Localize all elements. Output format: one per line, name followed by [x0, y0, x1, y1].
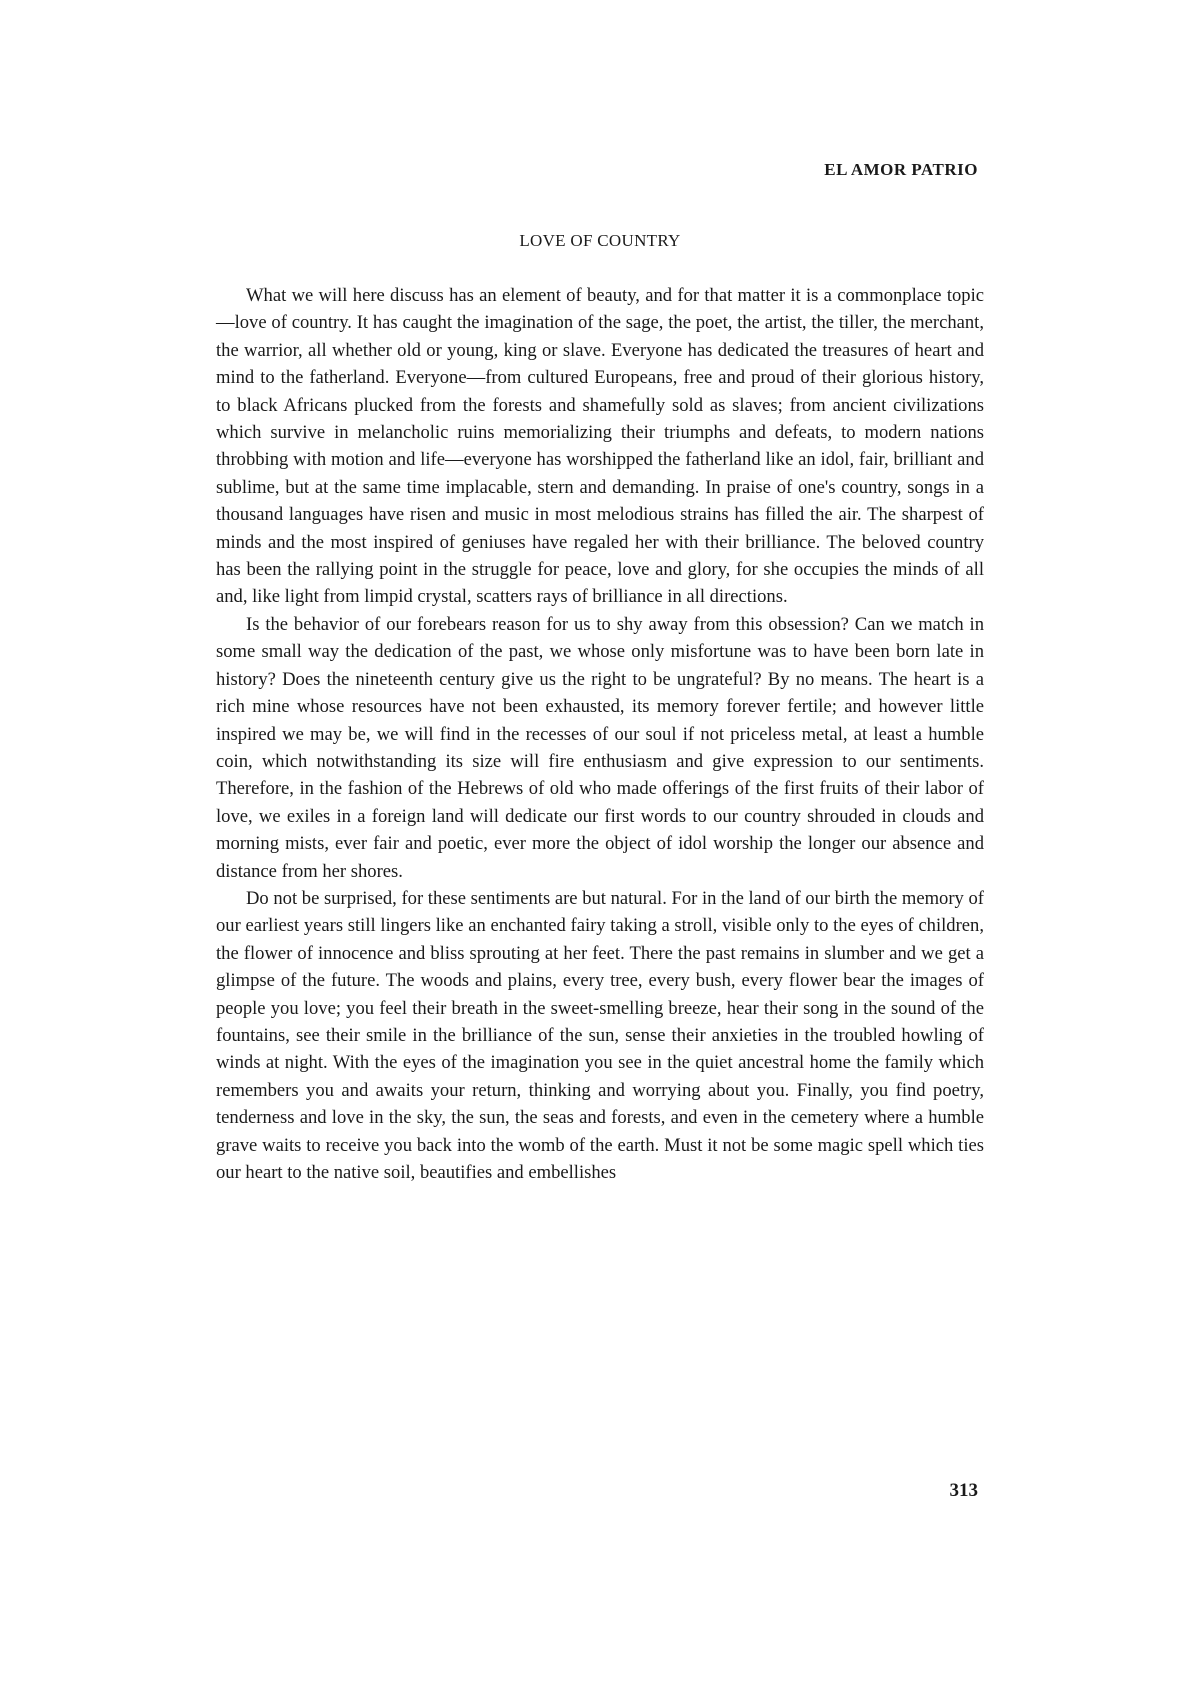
paragraph-3: Do not be surprised, for these sentiments are but natural. For in the land of our birth the memory of our earliest years still lingers like an enchanted fairy taking a stroll, visible only to the eyes of children, the flower of innocence and bliss sprouting at her feet. There the past remains in slumber and we get a glimpse of the future. The woods and plains, every tree, every bush, every flower bear the images of people you love; you feel their breath in the sweet-smelling breeze, hear their song in the sound of the fountains, see their smile in the brilliance of the sun, sense their anxieties in the troubled howling of winds at night. With the eyes of the imagination you see in the quiet ancestral home the family which remembers you and awaits your return, thinking and worrying about you. Finally, you find poetry, tenderness and love in the sky, the sun, the seas and forests, and even in the cemetery where a humble grave waits to receive you back into the womb of the earth. Must it not be some magic spell which ties our heart to the native soil, beautifies and embellishes — [216, 887, 984, 1183]
page-number: 313 — [949, 1480, 978, 1501]
chapter-title: LOVE OF COUNTRY — [519, 231, 681, 250]
paragraph-2: Is the behavior of our forebears reason for us to shy away from this obsession? Can we match in some small way the dedication of the past, we whose only misfortune was to have been born late in history? Does the nineteenth century give us the right to be ungrateful? By no means. The heart is a rich mine whose resources have not been exhausted, its memory forever fertile; and however little inspired we may be, we will find in the recesses of our soul if not priceless metal, at least a humble coin, which notwithstanding its size will fire enthusiasm and give expression to our sentiments. Therefore, in the fashion of the Hebrews of old who made offerings of the first fruits of their labor of love, we exiles in a foreign land will dedicate our first words to our country shrouded in clouds and morning mists, ever fair and poetic, ever more the object of idol worship the longer our absence and distance from her shores. — [216, 613, 984, 882]
paragraph-1: What we will here discuss has an element of beauty, and for that matter it is a commonplace topic—love of country. It has caught the imagination of the sage, the poet, the artist, the tiller, the merchant, the warrior, all whether old or young, king or slave. Everyone has dedicated the treasures of heart and mind to the fatherland. Everyone—from cultured Europeans, free and proud of their glorious history, to black Africans plucked from the forests and shamefully sold as slaves; from ancient civilizations which survive in melancholic ruins memorializing their triumphs and defeats, to modern nations throbbing with motion and life—everyone has worshipped the fatherland like an idol, fair, brilliant and sublime, but at the same time implacable, stern and demanding. In praise of one's country, songs in a thousand languages have risen and music in most melodious strains has filled the air. The sharpest of minds and the most inspired of geniuses have regaled her with their brilliance. The beloved country has been the rallying point in the struggle for peace, love and glory, for she occupies the minds of all and, like light from limpid crystal, scatters rays of brilliance in all directions. — [216, 285, 984, 608]
body-text — [216, 282, 984, 1186]
running-head: EL AMOR PATRIO — [824, 160, 978, 179]
